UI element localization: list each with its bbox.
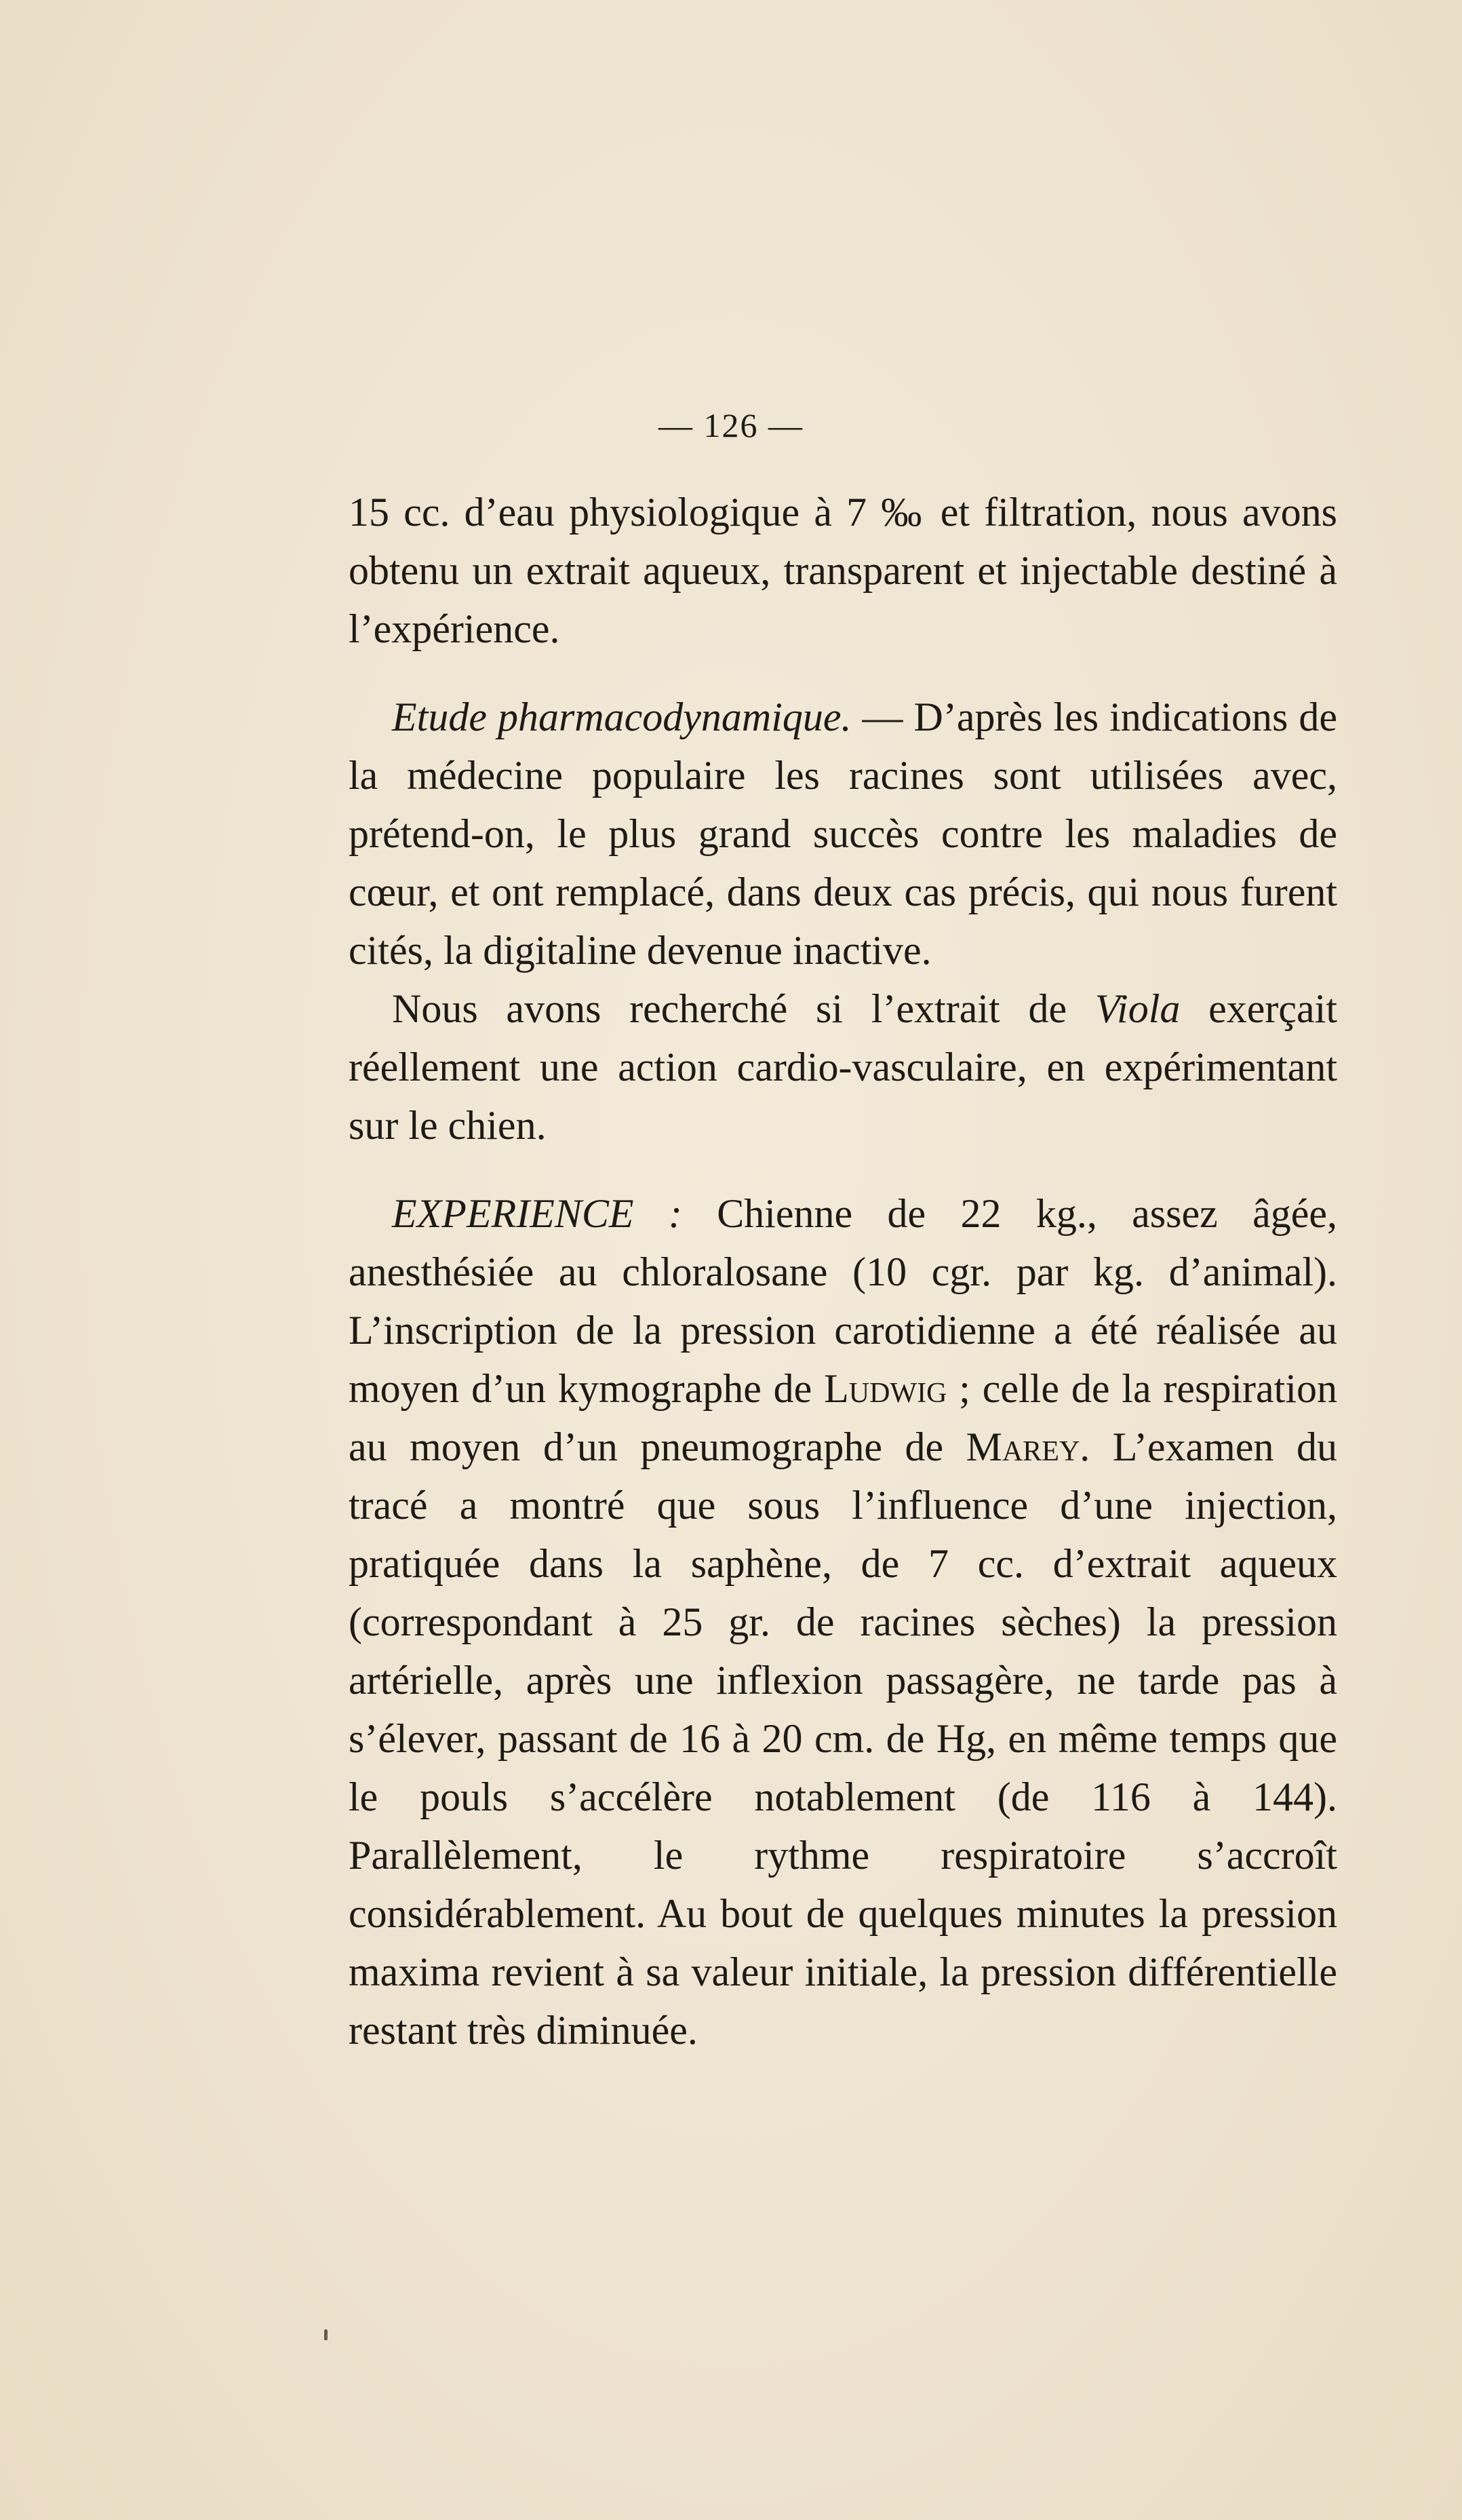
- paragraph-text: Nous avons recherché si l’extrait de: [392, 986, 1095, 1031]
- paragraph-pharmacodynamic-study: [349, 688, 1337, 980]
- paragraph-text: exerçait réellement une action cardio-vasculaire, en expérimentant sur le chien.: [349, 986, 1338, 1148]
- paragraph-text: ; celle de la respiration au moyen d’un pneumographe de: [349, 1366, 1338, 1469]
- experiment-heading: EXPERIENCE :: [392, 1191, 682, 1236]
- author-name-ludwig: Ludwig: [824, 1366, 947, 1411]
- section-heading-etude: Etude pharmacodynamique.: [392, 695, 852, 739]
- page-number: — 126 —: [658, 406, 804, 444]
- author-name-marey: Marey: [966, 1424, 1080, 1469]
- paragraph-text: — D’après les indications de la médecine populaire les racines sont utilisées avec, prétend-on, le plus grand succès contre les maladies de cœur, et ont remplacé, dans deux cas précis, qui nous furent cités, la digitaline devenue inactive.: [349, 695, 1337, 973]
- paragraph-extract-preparation: 15 cc. d’eau physiologique à 7 ‰ et filtration, nous avons obtenu un extrait aqueux, transparent et injectable destiné à l’expérience.: [349, 490, 1337, 651]
- species-name: Viola: [1094, 986, 1181, 1031]
- body-text: [349, 483, 1337, 2059]
- paragraph-research-question: [349, 980, 1337, 1155]
- paragraph-text: Chienne de 22 kg., assez âgée, anesthésiée au chloralosane (10 cgr. par kg. d’animal). L’inscription de la pression carotidienne a été réalisée au moyen d’un kymographe de: [349, 1191, 1337, 1411]
- paragraph-experiment: [349, 1184, 1337, 2059]
- paper-speck: [324, 2329, 328, 2340]
- paragraph-text: . L’examen du tracé a montré que sous l’influence d’une injection, pratiquée dans la saphène, de 7 cc. d’extrait aqueux (correspondant à 25 gr. de racines sèches) la pression artérielle, après une inflexion passagère, ne tarde pas à s’élever, passant de 16 à 20 cm. de Hg, en même temps que le pouls s’accélère notablement (de 116 à 144). Parallèlement, le rythme respiratoire s’accroît considérablement. Au bout de quelques minutes la pression maxima revient à sa valeur initiale, la pression différentielle restant très diminuée.: [349, 1424, 1337, 2053]
